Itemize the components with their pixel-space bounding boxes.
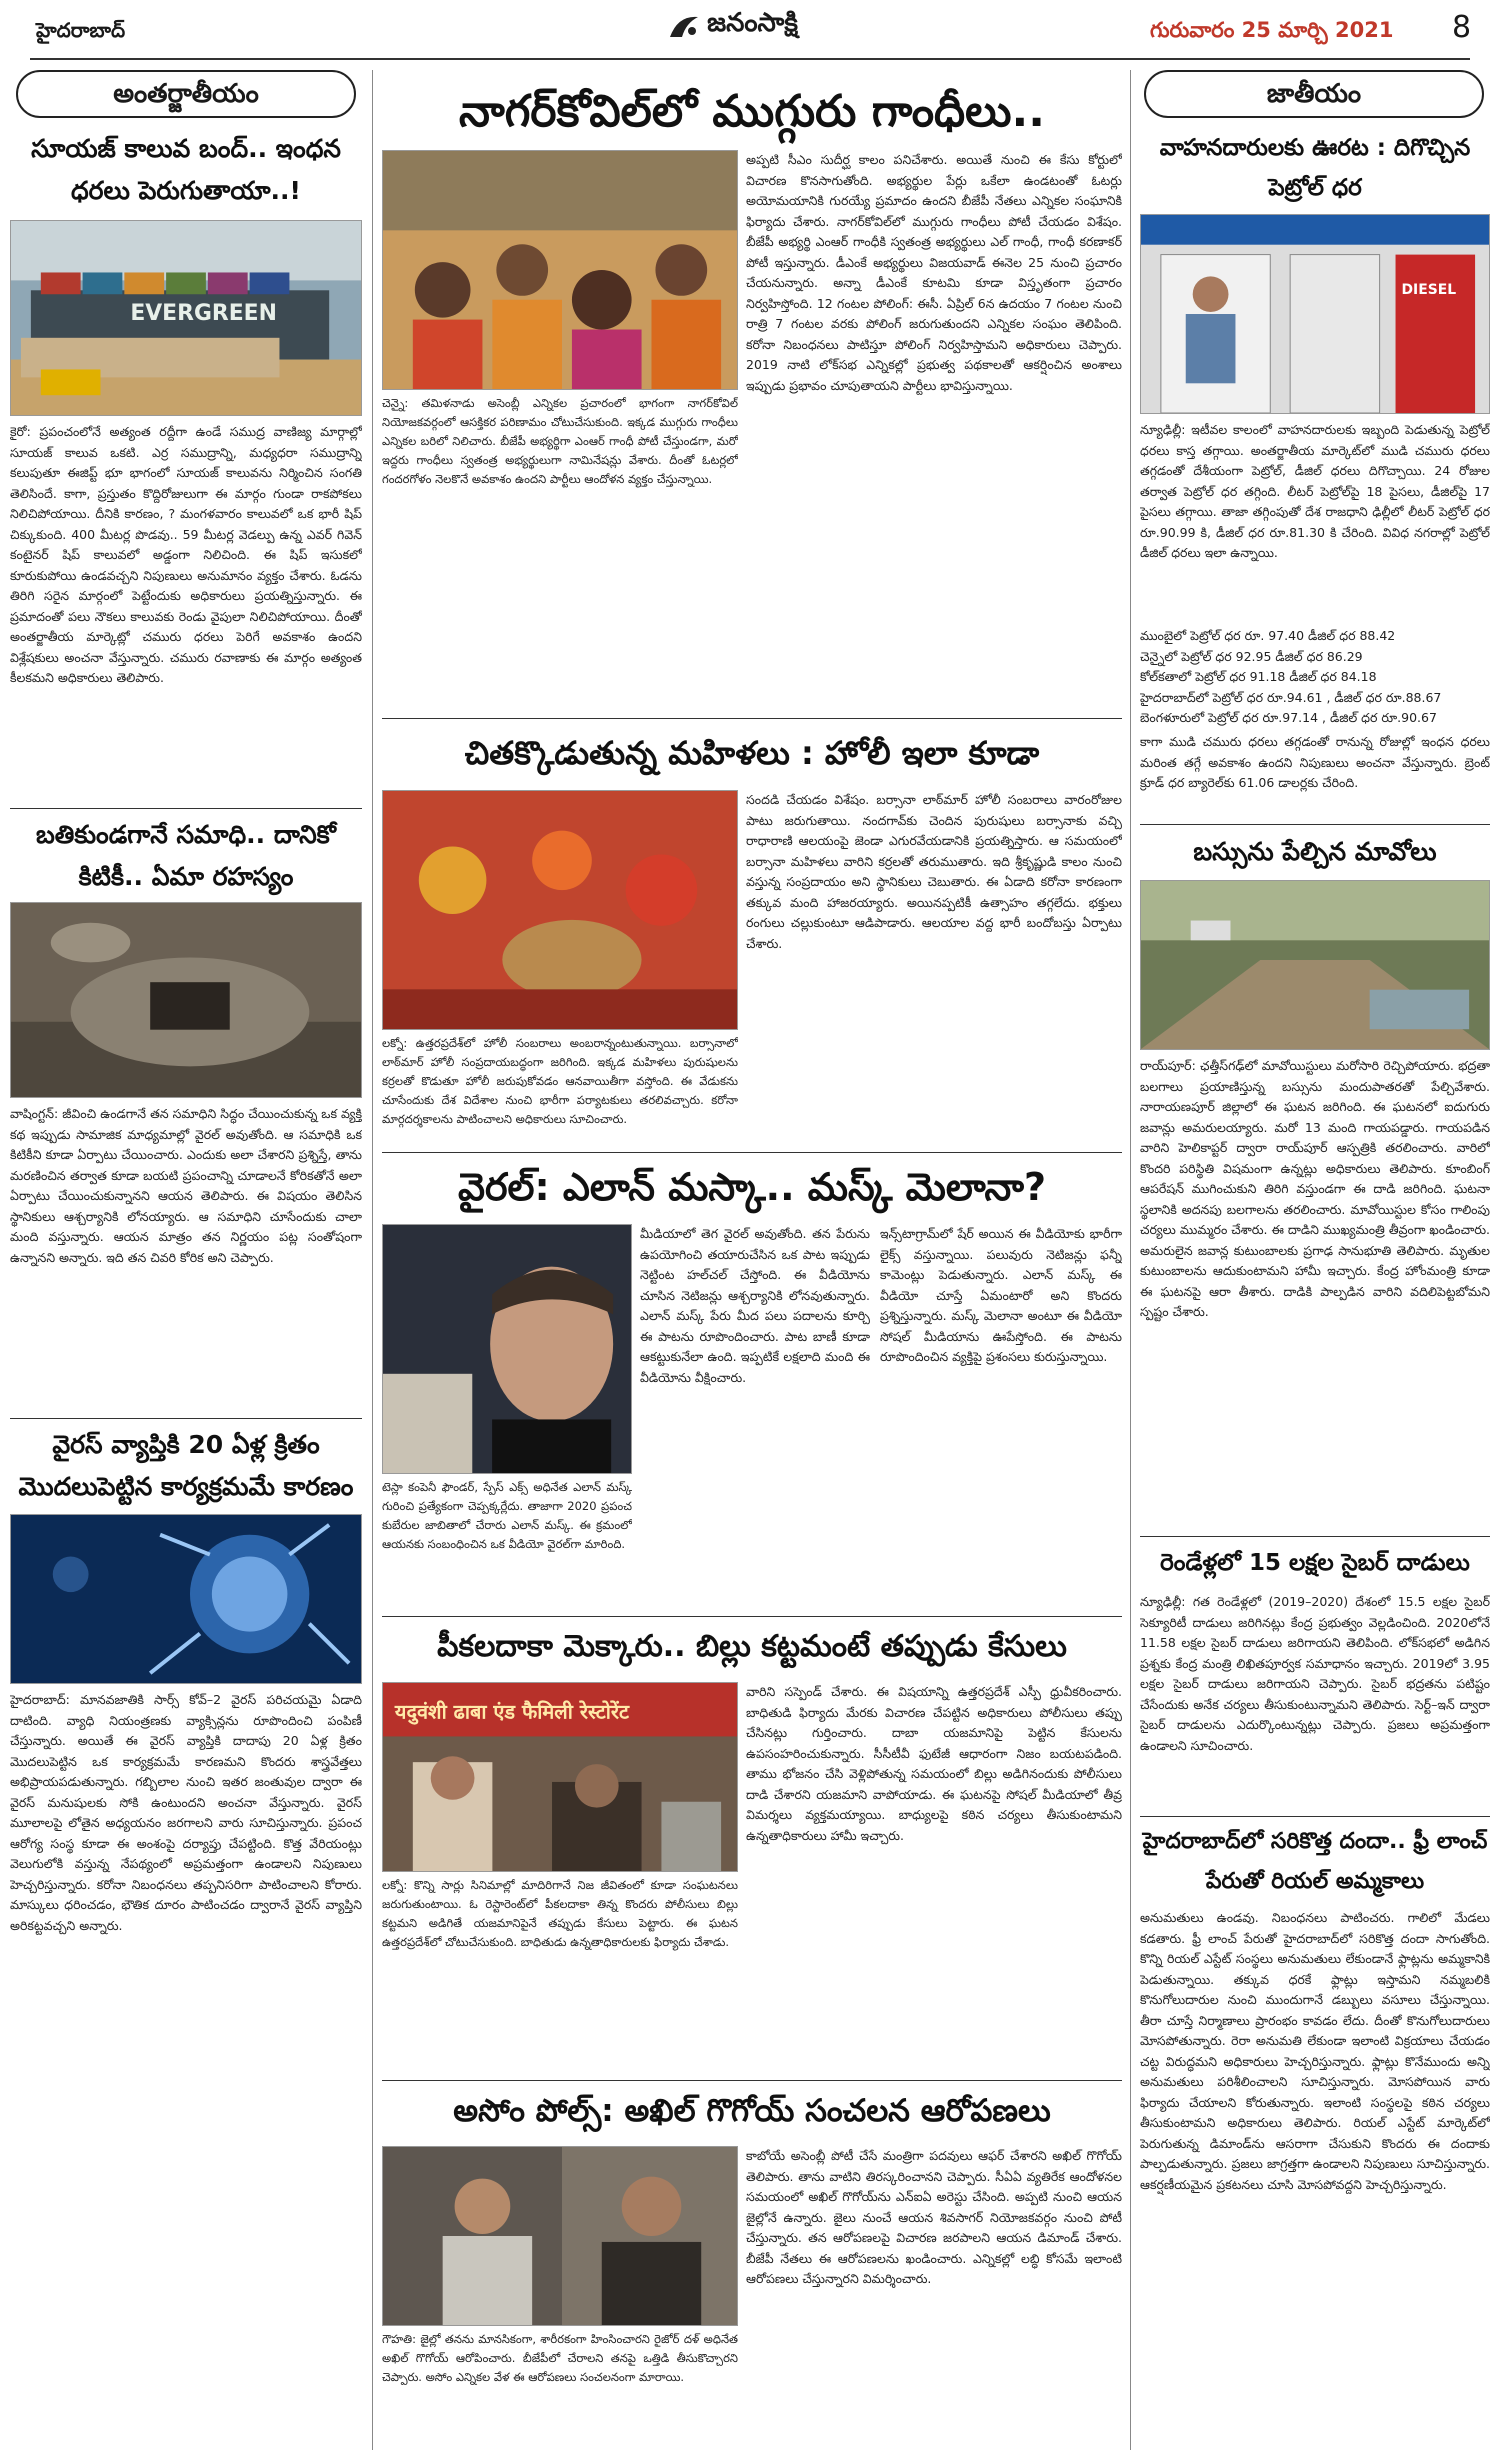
column-rule-left bbox=[372, 70, 373, 2450]
rule-suez bbox=[10, 808, 362, 809]
musk-body-b: ఇన్స్‌టాగ్రామ్‌లో షేర్‌ అయిన ఈ వీడియోకు భారీగా లైక్స్‌ వస్తున్నాయి. పలువురు నెటిజన్లు ఫన్నీ కామెంట్లు పెడుతున్నారు. ఎలాన్‌ మస్క్‌ ఈ వీడియో చూస్తే ఏమంటారో అని కొందరు ప్రశ్నిస్తున్నారు. మస్క్‌ మెలానా అంటూ ఈ వీడియో సోషల్‌ మీడియాను ఊపేస్తోంది. ఈ పాటను రూపొందించిన వ్యక్తిపై ప్రశంసలు కురుస్తున్నాయి. bbox=[880, 1226, 1122, 1364]
logo-icon bbox=[668, 11, 702, 41]
realestate-body: అనుమతులు ఉండవు. నిబంధనలు పాటించరు. గాలిలో మేడలు కడతారు. ఫ్రీ లాంచ్‌ పేరుతో హైదరాబాద్‌లో సరికొత్త దందా సాగుతోంది. కొన్ని రియల్‌ ఎస్టేట్‌ సంస్థలు అనుమతులు లేకుండానే ఫ్లాట్లను అమ్మకానికి పెడుతున్నాయి. తక్కువ ధరకే ఫ్లాట్లు ఇస్తామని నమ్మబలికి కొనుగోలుదారుల నుంచి ముందుగానే డబ్బులు వసూలు చేస్తున్నాయి. తీరా చూస్తే నిర్మాణాలు ప్రారంభం కావడం లేదు. దీంతో కొనుగోలుదారులు మోసపోతున్నారు. రెరా అనుమతి లేకుండా ఇలాంటి విక్రయాలు చేయడం చట్ట విరుద్ధమని అధికారులు హెచ్చరిస్తున్నారు. ఫ్లాట్లు కొనేముందు అన్ని అనుమతులు పరిశీలించాలని సూచిస్తున్నారు. మోసపోయిన వారు ఫిర్యాదు చేయాలని కోరుతున్నారు. ఇలాంటి సంస్థలపై కఠిన చర్యలు తీసుకుంటామని అధికారులు తెలిపారు. రియల్‌ ఎస్టేట్‌ మార్కెట్‌లో పెరుగుతున్న డిమాండ్‌ను ఆసరాగా చేసుకుని కొందరు ఈ దందాకు పాల్పడుతున్నారు. ప్రజలు జాగ్రత్తగా ఉండాలని నిపుణులు సూచిస్తున్నారు. ఆకర్షణీయమైన ప్రకటనలు చూసి మోసపోవద్దని హెచ్చరిస్తున్నారు. bbox=[1140, 1910, 1490, 2192]
price-chennai: చెన్నైలో పెట్రోల్‌ ధర 92.95 డీజిల్‌ ధర 86.29 bbox=[1140, 648, 1363, 664]
maoists-body: రాయ్‌పూర్‌: ఛత్తీస్‌గఢ్‌లో మావోయిస్టులు మరోసారి రెచ్చిపోయారు. భద్రతా బలగాలు ప్రయాణిస్తున్న బస్సును మందుపాతరతో పేల్చివేశారు. నారాయణపూర్‌ జిల్లాలో ఈ ఘటన జరిగింది. ఈ ఘటనలో ఐదుగురు జవాన్లు అమరులయ్యారు. మరో 13 మంది గాయపడ్డారు. గాయపడిన వారిని హెలికాప్టర్‌ ద్వారా రాయ్‌పూర్‌ ఆస్పత్రికి తరలించారు. వారిలో కొందరి పరిస్థితి విషమంగా ఉన్నట్లు అధికారులు తెలిపారు. కూంబింగ్‌ ఆపరేషన్‌ ముగించుకుని తిరిగి వస్తుండగా ఈ దాడి జరిగింది. ఘటనా స్థలానికి అదనపు బలగాలను తరలించారు. మావోయిస్టుల కోసం గాలింపు చర్యలు ముమ్మరం చేశారు. ఈ దాడిని ముఖ్యమంత్రి తీవ్రంగా ఖండించారు. అమరులైన జవాన్ల కుటుంబాలకు ప్రగాఢ సానుభూతి తెలిపారు. మృతుల కుటుంబాలను ఆదుకుంటామని హామీ ఇచ్చారు. కేంద్ర హోంమంత్రి కూడా ఈ ఘటనపై ఆరా తీశారు. దాడికి పాల్పడిన వారిని వదిలిపెట్టబోమని స్పష్టం చేశారు. bbox=[1140, 1058, 1490, 1319]
masthead bbox=[0, 0, 1500, 62]
gandhis-body: అప్పటి సీఎం సుదీర్ఘ కాలం పనిచేశారు. అయితే నుంచి ఈ కేసు కోర్టులో విచారణ కొనసాగుతోంది. అభ్యర్థుల పేర్లు ఒకేలా ఉండటంతో ఓటర్లు అయోమయానికి గురయ్యే ప్రమాదం ఉందని బీజేపీ నేతలు ఎన్నికల సంఘానికి ఫిర్యాదు చేశారు. నాగర్‌కోవిల్‌లో ముగ్గురు గాంధీలు పోటీ చేయడం విశేషం. బీజేపీ అభ్యర్థి ఎంఆర్‌ గాంధీకి స్వతంత్ర అభ్యర్థులు ఎల్‌ గాంధీ, గాంధీ కరణాకర్‌ పోటీ ఇస్తున్నారు. డీఎంకే అభ్యర్థులు విజయవాడ్‌ ఈనెల 25 నుంచి ప్రచారం చేయనున్నారు. అన్నా డీఎంకే కూటమి కూడా విస్తృతంగా ప్రచారం నిర్వహిస్తోంది. 12 గంటల పోలింగ్‌: ఈసీ. ఏప్రిల్‌ 6న ఉదయం 7 గంటల నుంచి రాత్రి 7 గంటల వరకు పోలింగ్‌ జరుగుతుందని ఎన్నికల సంఘం తెలిపింది. కరోనా నిబంధనలు పాటిస్తూ పోలింగ్‌ నిర్వహిస్తామని అధికారులు చెప్పారు. 2019 నాటి లోక్‌సభ ఎన్నికల్లో ప్రభుత్వ పథకాలతో ఆకర్షించిన అంశాలు ఇప్పుడు ప్రభావం చూపుతాయని పార్టీలు భావిస్తున్నాయి. bbox=[746, 152, 1122, 393]
musk-body-a: మీడియాలో తెగ వైరల్‌ అవుతోంది. తన పేరును ఉపయోగించి తయారుచేసిన ఒక పాట ఇప్పుడు నెట్టింట హల్‌చల్‌ చేస్తోంది. ఈ వీడియోను చూసిన నెటిజన్లు ఆశ్చర్యానికి లోనవుతున్నారు. ఎలాన్‌ మస్క్‌ పేరు మీద పలు పదాలను కూర్చి ఈ పాటను రూపొందించారు. పాట బాణీ కూడా ఆకట్టుకునేలా ఉంది. ఇప్పటికే లక్షలాది మంది ఈ వీడియోను వీక్షించారు. bbox=[640, 1226, 870, 1385]
rule-musk bbox=[382, 1616, 1122, 1617]
page-number: 8 bbox=[1452, 10, 1472, 45]
section-label-international: అంతర్జాతీయం bbox=[16, 70, 356, 118]
maoists-headline: బస్సును పేల్చిన మావోలు bbox=[1193, 837, 1437, 866]
realestate-headline: హైదరాబాద్‌లో సరికొత్త దందా.. ఫ్రీ లాంచ్‌ పేరుతో రియల్‌ అమ్మకాలు bbox=[1142, 1829, 1488, 1894]
virus-headline: వైరస్‌ వ్యాప్తికి 20 ఏళ్ల క్రితం మొదలుపెట్టిన కార్యక్రమమే కారణం bbox=[18, 1430, 354, 1501]
maoists-photo bbox=[1140, 880, 1490, 1050]
cyber-headline: రెండేళ్లలో 15 లక్షల సైబర్‌ దాడులు bbox=[1160, 1550, 1470, 1576]
bills-body: వారిని సస్పెండ్‌ చేశారు. ఈ విషయాన్ని ఉత్తరప్రదేశ్‌ ఎస్పీ ధ్రువీకరించారు. బాధితుడి ఫిర్యాదు మేరకు విచారణ చేపట్టిన అధికారులు పోలీసులు తప్పు చేసినట్లు గుర్తించారు. దాబా యజమానిపై పెట్టిన కేసులను ఉపసంహరించుకున్నారు. సీసీటీవీ ఫుటేజీ ఆధారంగా నిజం బయటపడింది. తాము భోజనం చేసి వెళ్లిపోతున్న సమయంలో బిల్లు అడిగినందుకు పోలీసులు దాడి చేశారని యజమాని వాపోయాడు. ఈ ఘటనపై సోషల్‌ మీడియాలో తీవ్ర విమర్శలు వ్యక్తమయ్యాయి. బాధ్యులపై కఠిన చర్యలు తీసుకుంటామని ఉన్నతాధికారులు హామీ ఇచ్చారు. bbox=[746, 1684, 1122, 1843]
rule-petrol bbox=[1140, 824, 1490, 825]
suez-photo bbox=[10, 220, 362, 416]
holi-body: సందడి చేయడం విశేషం. బర్సానా లాఠ్‌మార్‌ హోలీ సంబరాలు వారంరోజుల పాటు జరుగుతాయి. నందగావ్‌కు చెందిన పురుషులు బర్సానాకు వచ్చి రాధారాణి ఆలయంపై జెండా ఎగురవేయడానికి ప్రయత్నిస్తారు. ఆ సమయంలో బర్సానా మహిళలు వారిని కర్రలతో తరుముతారు. ఇది శ్రీకృష్ణుడి కాలం నుంచి వస్తున్న సంప్రదాయం అని స్థానికులు చెబుతారు. ఈ ఏడాది కరోనా కారణంగా తక్కువ మంది హాజరయ్యారు. అయినప్పటికీ ఉత్సాహం తగ్గలేదు. భక్తులు రంగులు చల్లుకుంటూ ఆడిపాడారు. ఆలయాల వద్ద భారీ బందోబస్తు ఏర్పాటు చేశారు. bbox=[746, 792, 1122, 951]
musk-headline: వైరల్‌: ఎలాన్‌ మస్కా.. మస్క్‌ మెలానా? bbox=[457, 1165, 1047, 1209]
musk-caption: టెస్లా కంపెనీ ఫౌండర్‌, స్పేస్‌ ఎక్స్‌ అధినేత ఎలాన్‌ మస్క్‌ గురించి ప్రత్యేకంగా చెప్పక్కర్లేదు. తాజాగా 2020 ప్రపంచ కుబేరుల జాబితాలో చేరారు ఎలాన్‌ మస్క్‌. ఈ క్రమంలో ఆయనకు సంబంధించిన ఒక వీడియో వైరల్‌గా మారింది. bbox=[382, 1480, 632, 1551]
petrol-body: న్యూఢిల్లీ: ఇటీవల కాలంలో వాహనదారులకు ఇబ్బంది పెడుతున్న పెట్రోల్‌ ధరలు కాస్త తగ్గాయి. అంతర్జాతీయ మార్కెట్‌లో ముడి చమురు ధరలు తగ్గడంతో దేశీయంగా పెట్రోల్‌, డీజిల్‌ ధరలు దిగొచ్చాయి. 24 రోజుల తర్వాత పెట్రోల్‌ ధర తగ్గింది. లీటర్‌ పెట్రోల్‌పై 18 పైసలు, డీజిల్‌పై 17 పైసలు తగ్గాయి. తాజా తగ్గింపుతో దేశ రాజధాని ఢిల్లీలో లీటర్‌ పెట్రోల్‌ ధర రూ.90.99 కి, డీజిల్‌ ధర రూ.81.30 కి చేరింది. వివిధ నగరాల్లో పెట్రోల్‌ డీజిల్‌ ధరలు ఇలా ఉన్నాయి. bbox=[1140, 422, 1490, 560]
column-rule-right bbox=[1130, 70, 1131, 2450]
samadhi-body: వాషింగ్టన్‌: జీవించి ఉండగానే తన సమాధిని సిద్ధం చేయించుకున్న ఒక వ్యక్తి కథ ఇప్పుడు సామాజిక మాధ్యమాల్లో వైరల్‌ అవుతోంది. ఆ సమాధికి ఒక కిటికీని కూడా ఏర్పాటు చేయించారు. ఎందుకు అలా చేశారని ప్రశ్నిస్తే, తాను మరణించిన తర్వాత కూడా బయటి ప్రపంచాన్ని చూడాలనే కోరికతోనే అలా ఏర్పాటు చేయించుకున్నానని ఆయన తెలిపారు. ఈ విషయం తెలిసిన స్థానికులు ఆశ్చర్యానికి లోనయ్యారు. ఆ సమాధిని చూసేందుకు చాలా మంది వస్తున్నారు. ఆయన మాత్రం తన నిర్ణయం పట్ల సంతోషంగా ఉన్నానని అన్నారు. ఇది తన చివరి కోరిక అని చెప్పారు. bbox=[10, 1106, 362, 1265]
suez-headline: సూయజ్‌ కాలువ బంద్‌.. ఇంధన ధరలు పెరుగుతాయా..! bbox=[31, 134, 341, 205]
suez-ship-name: EVERGREEN bbox=[130, 301, 277, 326]
price-kolkata: కోల్‌కతాలో పెట్రోల్‌ ధర 91.18 డీజిల్‌ ధర 84.18 bbox=[1140, 669, 1377, 684]
musk-photo bbox=[382, 1224, 632, 1474]
gandhis-caption: చెన్నై: తమిళనాడు అసెంబ్లీ ఎన్నికల ప్రచారంలో భాగంగా నాగర్‌కోవిల్‌ నియోజకవర్గంలో ఆసక్తికర పరిణామం చోటుచేసుకుంది. ఇక్కడ ముగ్గురు గాంధీలు ఎన్నికల బరిలో నిలిచారు. బీజేపీ అభ్యర్థిగా ఎంఆర్‌ గాంధీ పోటీ చేస్తుండగా, మరో ఇద్దరు గాంధీలు స్వతంత్ర అభ్యర్థులుగా నామినేషన్లు వేశారు. దీంతో ఓటర్లలో గందరగోళం నెలకొనే అవకాశం ఉందని పార్టీలు ఆందోళన వ్యక్తం చేస్తున్నాయి. bbox=[382, 396, 738, 486]
petrol-body-tail: కాగా ముడి చమురు ధరలు తగ్గడంతో రానున్న రోజుల్లో ఇంధన ధరలు మరింత తగ్గే అవకాశం ఉందని నిపుణులు అంచనా వేస్తున్నారు. బ్రెంట్‌ క్రూడ్‌ ధర బ్యారెల్‌కు 61.06 డాలర్లకు చేరింది. bbox=[1140, 734, 1490, 790]
price-mumbai: ముంబైలో పెట్రోల్‌ ధర రూ. 97.40 డీజిల్‌ ధర 88.42 bbox=[1140, 628, 1396, 643]
bills-shop-sign: यदुवंशी ढाबा एंड फैमिली रेस्टोरेंट bbox=[394, 1700, 630, 1724]
rule-holi bbox=[382, 1152, 1122, 1153]
suez-body: కైరో: ప్రపంచంలోనే అత్యంత రద్దీగా ఉండే సముద్ర వాణిజ్య మార్గాల్లో సూయజ్‌ కాలువ ఒకటి. ఎర్ర సముద్రాన్ని, మధ్యధరా సముద్రాన్ని కలుపుతూ ఈజిప్ట్‌ భూ భాగంలో సూయజ్‌ కాలువను నిర్మించిన సంగతి తెలిసిందే. కాగా, ప్రస్తుతం కొద్దిరోజులుగా ఈ మార్గం గుండా రాకపోకలు నిలిచిపోయాయి. దీనికి కారణం, ? మంగళవారం కాలువలో ఒక భారీ షిప్‌ చిక్కుకుంది. 400 మీటర్ల పొడవు.. 59 మీటర్ల వెడల్పు ఉన్న ఎవర్‌ గివెన్‌ కంటైనర్‌ షిప్‌ కాలువలో అడ్డంగా నిలిచింది. ఈ షిప్‌ ఇసుకలో కూరుకుపోయి ఉండవచ్చని నిపుణులు అనుమానం వ్యక్తం చేశారు. ఓడను తిరిగి సరైన మార్గంలో పెట్టేందుకు అధికారులు ప్రయత్నిస్తున్నారు. ఈ ప్రమాదంతో పలు నౌకలు కాలువకు రెండు వైపులా నిలిచిపోయాయి. దీంతో అంతర్జాతీయ మార్కెట్లో చమురు ధరలు పెరిగే అవకాశం ఉందని విశ్లేషకులు అంచనా వేస్తున్నారు. చమురు రవాణాకు ఈ మార్గం అత్యంత కీలకమని అధికారులు తెలిపారు. bbox=[10, 424, 362, 685]
gandhis-headline: నాగర్‌కోవిల్‌లో ముగ్గురు గాంధీలు.. bbox=[459, 86, 1045, 137]
petrol-pump-label: DIESEL bbox=[1401, 282, 1457, 299]
samadhi-headline: బతికుండగానే సమాధి.. దానికో కిటికీ.. ఏమా రహస్యం bbox=[36, 820, 336, 891]
price-bengaluru: బెంగళూరులో పెట్రోల్‌ ధర రూ.97.14 , డీజిల్‌ ధర రూ.90.67 bbox=[1140, 710, 1437, 725]
price-hyderabad: హైదరాబాద్‌లో పెట్రోల్‌ ధర రూ.94.61 , డీజిల్‌ ధర రూ.88.67 bbox=[1140, 689, 1442, 705]
virus-body: హైదరాబాద్‌: మానవజాతికి సార్స్‌ కోవ్‌–2 వైరస్‌ పరిచయమై ఏడాది దాటింది. వ్యాధి నియంత్రణకు వ్యాక్సిన్లను రూపొందించి పంపిణీ చేస్తున్నారు. అయితే ఈ వైరస్‌ వ్యాప్తికి దాదాపు 20 ఏళ్ల క్రితం మొదలుపెట్టిన ఒక కార్యక్రమమే కారణమని కొందరు శాస్త్రవేత్తలు అభిప్రాయపడుతున్నారు. గబ్బిలాల నుంచి ఇతర జంతువుల ద్వారా ఈ వైరస్‌ మనుషులకు సోకి ఉంటుందని అంచనా వేస్తున్నారు. వైరస్‌ మూలాలపై లోతైన అధ్యయనం జరగాలని వారు సూచిస్తున్నారు. ప్రపంచ ఆరోగ్య సంస్థ కూడా ఈ అంశంపై దర్యాప్తు చేపట్టింది. కొత్త వేరియంట్లు వెలుగులోకి వస్తున్న నేపథ్యంలో అప్రమత్తంగా ఉండాలని నిపుణులు హెచ్చరిస్తున్నారు. కరోనా నిబంధనలు తప్పనిసరిగా పాటించాలని కోరారు. మాస్కులు ధరించడం, భౌతిక దూరం పాటించడం ద్వారానే వైరస్‌ వ్యాప్తిని అరికట్టవచ్చని అన్నారు. bbox=[10, 1692, 362, 1933]
masthead-rule bbox=[30, 58, 1470, 60]
holi-photo bbox=[382, 790, 738, 1030]
petrol-photo bbox=[1140, 214, 1490, 414]
assam-headline: అసోం పోల్స్‌: అఖిల్‌ గొగోయ్‌ సంచలన ఆరోపణలు bbox=[453, 2093, 1051, 2129]
holi-headline: చితక్కొడుతున్న మహిళలు : హోలీ ఇలా కూడా bbox=[464, 734, 1040, 772]
assam-body: కాబోయే అసెంబ్లీ పోటీ చేసే మంత్రిగా పదవులు ఆఫర్‌ చేశారని అఖిల్‌ గొగోయ్‌ తెలిపారు. తాను వాటిని తిరస్కరించానని చెప్పారు. సీఏఏ వ్యతిరేక ఆందోళనల సమయంలో అఖిల్‌ గొగోయ్‌ను ఎన్‌ఐఏ అరెస్టు చేసింది. అప్పటి నుంచి ఆయన జైల్లోనే ఉన్నారు. జైలు నుంచే ఆయన శివసాగర్‌ నియోజకవర్గం నుంచి పోటీ చేస్తున్నారు. తన ఆరోపణలపై విచారణ జరపాలని ఆయన డిమాండ్‌ చేశారు. బీజేపీ నేతలు ఈ ఆరోపణలను ఖండించారు. ఎన్నికల్లో లబ్ధి కోసమే ఇలాంటి ఆరోపణలు చేస్తున్నారని విమర్శించారు. bbox=[746, 2148, 1122, 2286]
assam-caption: గౌహతి: జైల్లో తనను మానసికంగా, శారీరకంగా హింసించారని రైజోర్‌ దళ్‌ అధినేత అఖిల్‌ గొగోయ్‌ ఆరోపించారు. బీజేపీలో చేరాలని తనపై ఒత్తిడి తీసుకొచ్చారని చెప్పారు. అసోం ఎన్నికల వేళ ఈ ఆరోపణలు సంచలనంగా మారాయి. bbox=[382, 2332, 738, 2384]
section-label-national: జాతీయం bbox=[1144, 70, 1484, 118]
samadhi-photo bbox=[10, 902, 362, 1098]
cyber-body: న్యూఢిల్లీ: గత రెండేళ్లలో (2019–2020) దేశంలో 15.5 లక్షల సైబర్‌ సెక్యూరిటీ దాడులు జరిగినట్లు కేంద్ర ప్రభుత్వం వెల్లడించింది. 2020లోనే 11.58 లక్షల సైబర్‌ దాడులు జరిగాయని తెలిపింది. లోక్‌సభలో అడిగిన ప్రశ్నకు కేంద్ర మంత్రి లిఖితపూర్వక సమాధానం ఇచ్చారు. 2019లో 3.95 లక్షల సైబర్‌ దాడులు జరిగాయని చెప్పారు. సైబర్‌ భద్రతను పటిష్టం చేసేందుకు అనేక చర్యలు తీసుకుంటున్నామని తెలిపారు. సెర్ట్‌–ఇన్‌ ద్వారా సైబర్‌ దాడులను ఎదుర్కొంటున్నట్లు చెప్పారు. ప్రజలు అప్రమత్తంగా ఉండాలని సూచించారు. bbox=[1140, 1594, 1490, 1753]
rule-maoists bbox=[1140, 1536, 1490, 1537]
virus-photo bbox=[10, 1514, 362, 1684]
rule-bills bbox=[382, 2080, 1122, 2081]
rule-cyber bbox=[1140, 1816, 1490, 1817]
holi-caption: లక్నో: ఉత్తరప్రదేశ్‌లో హోలీ సంబరాలు అంబరాన్నంటుతున్నాయి. బర్సానాలో లాఠ్‌మార్‌ హోలీ సంప్రదాయబద్ధంగా జరిగింది. ఇక్కడ మహిళలు పురుషులను కర్రలతో కొడుతూ హోలీ జరుపుకోవడం ఆనవాయితీగా వస్తోంది. ఈ వేడుకను చూసేందుకు దేశ విదేశాల నుంచి భారీగా పర్యాటకులు తరలివచ్చారు. కరోనా మార్గదర్శకాలను పాటించాలని అధికారులు సూచించారు. bbox=[382, 1036, 738, 1126]
petrol-price-list bbox=[1140, 626, 1490, 729]
rule-gandhis bbox=[382, 718, 1122, 719]
bills-headline: పీకలదాకా మెక్కారు.. బిల్లు కట్టమంటే తప్పుడు కేసులు bbox=[437, 1629, 1067, 1664]
paper-logo bbox=[668, 8, 848, 48]
masthead-date: గురువారం 25 మార్చి 2021 bbox=[1150, 18, 1394, 42]
gandhis-photo bbox=[382, 150, 738, 390]
assam-photo bbox=[382, 2146, 738, 2326]
petrol-headline: వాహనదారులకు ఊరట : దిగొచ్చిన పెట్రోల్‌ ధర bbox=[1159, 135, 1471, 201]
rule-samadhi bbox=[10, 1418, 362, 1419]
bills-photo bbox=[382, 1682, 738, 1872]
bills-caption: లక్నో: కొన్ని సార్లు సినిమాల్లో మాదిరిగానే నిజ జీవితంలో కూడా సంఘటనలు జరుగుతుంటాయి. ఓ రెస్టారెంట్‌లో పీకలదాకా తిన్న కొందరు పోలీసులు బిల్లు కట్టమని అడిగితే యజమానిపైనే తప్పుడు కేసులు పెట్టారు. ఈ ఘటన ఉత్తరప్రదేశ్‌లో చోటుచేసుకుంది. బాధితుడు ఉన్నతాధికారులకు ఫిర్యాదు చేశాడు. bbox=[382, 1878, 738, 1949]
paper-name: జనంసాక్షి bbox=[707, 8, 798, 38]
masthead-city: హైదరాబాద్ bbox=[36, 18, 126, 42]
